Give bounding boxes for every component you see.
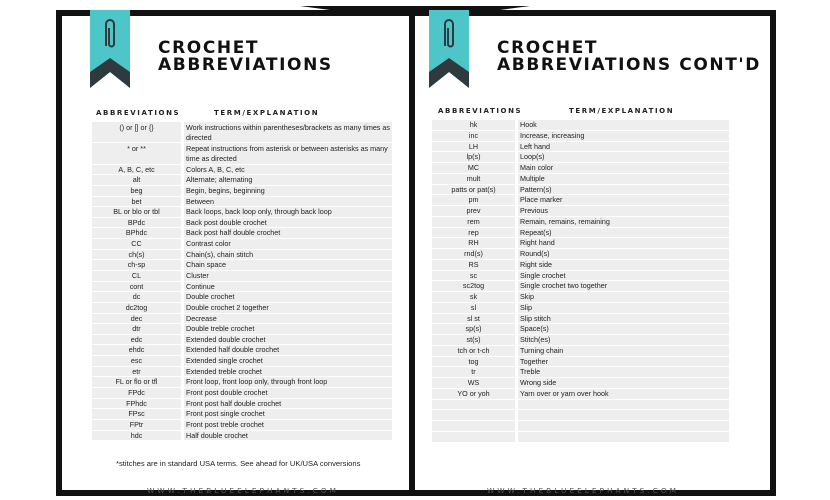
table-row	[432, 142, 729, 153]
table-row	[92, 122, 392, 143]
abbreviation-cell: ch(s)	[92, 250, 181, 261]
term-cell: Together	[518, 357, 729, 368]
table-row	[432, 195, 729, 206]
term-cell: Wrong side	[518, 378, 729, 389]
term-cell: Front loop, front loop only, through front loop	[184, 377, 392, 388]
term-cell: Double crochet	[184, 292, 392, 303]
abbreviation-cell: hk	[432, 120, 515, 131]
table-row	[92, 356, 392, 367]
abbreviation-cell: sp(s)	[432, 324, 515, 335]
table-row	[92, 207, 392, 218]
term-cell: Treble	[518, 367, 729, 378]
abbreviation-cell: BL or blo or tbl	[92, 207, 181, 218]
term-cell: Front post double crochet	[184, 388, 392, 399]
abbreviation-cell: BPdc	[92, 218, 181, 229]
abbreviation-cell: sc	[432, 271, 515, 282]
term-cell: Remain, remains, remaining	[518, 217, 729, 228]
table-row	[92, 260, 392, 271]
table-row	[92, 314, 392, 325]
table-row	[432, 378, 729, 389]
table-row	[432, 228, 729, 239]
term-cell: Back post double crochet	[184, 218, 392, 229]
table-row	[92, 377, 392, 388]
table-row	[92, 165, 392, 176]
term-cell: Left hand	[518, 142, 729, 153]
page-title: CROCHET ABBREVIATIONS	[158, 38, 333, 75]
abbreviation-cell: inc	[432, 131, 515, 142]
abbreviation-cell: tch or t-ch	[432, 346, 515, 357]
abbreviation-cell: bet	[92, 197, 181, 208]
term-cell: Turning chain	[518, 346, 729, 357]
abbreviation-cell: alt	[92, 175, 181, 186]
abbreviation-cell: FPdc	[92, 388, 181, 399]
abbreviations-table	[432, 120, 729, 443]
table-row	[432, 303, 729, 314]
bookmark-ribbon	[429, 10, 469, 90]
abbreviation-cell: A, B, C, etc	[92, 165, 181, 176]
abbreviation-cell: dc	[92, 292, 181, 303]
left-page	[56, 10, 412, 496]
abbreviation-cell: dec	[92, 314, 181, 325]
term-cell: Multiple	[518, 174, 729, 185]
table-row	[432, 271, 729, 282]
table-row	[92, 324, 392, 335]
page-title: CROCHET ABBREVIATIONS CONT'D	[497, 38, 761, 75]
abbreviation-cell: lp(s)	[432, 152, 515, 163]
column-header-term: TERM/EXPLANATION	[569, 107, 675, 115]
table-row	[432, 400, 729, 411]
table-row	[432, 120, 729, 131]
table-row	[92, 303, 392, 314]
abbreviation-cell: YO or yoh	[432, 389, 515, 400]
term-cell: Back post half double crochet	[184, 228, 392, 239]
term-cell: Slip	[518, 303, 729, 314]
abbreviation-cell: mult	[432, 174, 515, 185]
term-cell: Begin, begins, beginning	[184, 186, 392, 197]
abbreviation-cell: hdc	[92, 431, 181, 442]
table-row	[92, 399, 392, 410]
term-cell: Extended treble crochet	[184, 367, 392, 378]
abbreviation-cell: edc	[92, 335, 181, 346]
term-cell	[518, 421, 729, 432]
table-row	[432, 421, 729, 432]
table-row	[432, 163, 729, 174]
term-cell: Work instructions within parentheses/brackets as many times as directed	[186, 122, 390, 142]
abbreviation-cell: beg	[92, 186, 181, 197]
table-row	[432, 206, 729, 217]
abbreviation-cell: BPhdc	[92, 228, 181, 239]
table-row	[92, 250, 392, 261]
abbreviation-cell: () or [] or {}	[92, 122, 181, 143]
abbreviations-table	[92, 122, 392, 441]
term-cell: Right hand	[518, 238, 729, 249]
table-row	[432, 410, 729, 421]
term-cell: Stitch(es)	[518, 335, 729, 346]
term-cell	[518, 432, 729, 443]
term-cell: Repeat(s)	[518, 228, 729, 239]
table-row	[92, 431, 392, 442]
term-cell: Previous	[518, 206, 729, 217]
bookmark-ribbon	[90, 10, 130, 90]
abbreviation-cell: sc2tog	[432, 281, 515, 292]
term-cell	[518, 400, 729, 411]
term-cell: Place marker	[518, 195, 729, 206]
term-cell: Half double crochet	[184, 431, 392, 442]
table-row	[432, 367, 729, 378]
abbreviation-cell: dtr	[92, 324, 181, 335]
table-row	[92, 186, 392, 197]
abbreviation-cell: prev	[432, 206, 515, 217]
term-cell: Single crochet	[518, 271, 729, 282]
abbreviation-cell: MC	[432, 163, 515, 174]
term-cell: Double crochet 2 together	[184, 303, 392, 314]
abbreviation-cell	[432, 400, 515, 411]
term-cell: Slip stitch	[518, 314, 729, 325]
table-row	[432, 389, 729, 400]
term-cell	[518, 410, 729, 421]
abbreviation-cell: rem	[432, 217, 515, 228]
term-cell: Right side	[518, 260, 729, 271]
abbreviation-cell: tr	[432, 367, 515, 378]
abbreviation-cell	[432, 410, 515, 421]
footnote: *stitches are in standard USA terms. See ahead for UK/USA conversions	[116, 459, 361, 468]
term-cell: Extended single crochet	[184, 356, 392, 367]
term-cell: Loop(s)	[518, 152, 729, 163]
abbreviation-cell: dc2tog	[92, 303, 181, 314]
term-cell: Chain space	[184, 260, 392, 271]
abbreviation-cell: RH	[432, 238, 515, 249]
term-cell: Cluster	[184, 271, 392, 282]
term-cell: Round(s)	[518, 249, 729, 260]
table-row	[432, 174, 729, 185]
table-row	[432, 324, 729, 335]
table-row	[432, 292, 729, 303]
table-row	[92, 409, 392, 420]
abbreviation-cell: pm	[432, 195, 515, 206]
term-cell: Extended half double crochet	[184, 345, 392, 356]
abbreviation-cell: ehdc	[92, 345, 181, 356]
table-row	[92, 271, 392, 282]
table-row	[432, 152, 729, 163]
table-row	[92, 388, 392, 399]
table-row	[432, 346, 729, 357]
table-row	[432, 357, 729, 368]
abbreviation-cell: CC	[92, 239, 181, 250]
table-row	[92, 292, 392, 303]
term-cell: Between	[184, 197, 392, 208]
term-cell: Front post half double crochet	[184, 399, 392, 410]
website-footer: WWW.THEBLUEELEPHANTS.COM	[487, 486, 680, 495]
abbreviation-cell: * or **	[92, 143, 181, 164]
term-cell: Front post treble crochet	[184, 420, 392, 431]
table-row	[92, 420, 392, 431]
abbreviation-cell: sk	[432, 292, 515, 303]
term-cell: Colors A, B, C, etc	[184, 165, 392, 176]
table-row	[92, 335, 392, 346]
column-header-abbreviations: ABBREVIATIONS	[96, 109, 181, 117]
table-row	[92, 239, 392, 250]
term-cell: Back loops, back loop only, through back loop	[184, 207, 392, 218]
term-cell: Repeat instructions from asterisk or between asterisks as many time as directed	[184, 143, 392, 164]
abbreviation-cell: sl st	[432, 314, 515, 325]
term-cell: Pattern(s)	[518, 185, 729, 196]
abbreviation-cell: cont	[92, 282, 181, 293]
term-cell: Main color	[518, 163, 729, 174]
term-cell: Chain(s), chain stitch	[184, 250, 392, 261]
table-row	[92, 228, 392, 239]
term-cell: Decrease	[184, 314, 392, 325]
abbreviation-cell: FPtr	[92, 420, 181, 431]
table-row	[92, 218, 392, 229]
abbreviation-cell: WS	[432, 378, 515, 389]
abbreviation-cell: esc	[92, 356, 181, 367]
table-row	[432, 260, 729, 271]
table-row	[92, 367, 392, 378]
table-row	[92, 197, 392, 208]
abbreviation-cell: tog	[432, 357, 515, 368]
term-cell: Single crochet two together	[518, 281, 729, 292]
column-header-term: TERM/EXPLANATION	[214, 109, 320, 117]
abbreviation-cell: FPhdc	[92, 399, 181, 410]
table-row	[92, 282, 392, 293]
term-cell: Extended double crochet	[184, 335, 392, 346]
table-row	[432, 249, 729, 260]
table-row	[432, 432, 729, 443]
abbreviation-cell	[432, 432, 515, 443]
table-row	[432, 217, 729, 228]
term-cell: Skip	[518, 292, 729, 303]
abbreviation-cell: st(s)	[432, 335, 515, 346]
abbreviation-cell: CL	[92, 271, 181, 282]
abbreviation-cell: sl	[432, 303, 515, 314]
right-page	[412, 10, 776, 496]
term-cell: Hook	[518, 120, 729, 131]
term-cell: Yarn over or yarn over hook	[518, 389, 729, 400]
abbreviation-cell: patts or pat(s)	[432, 185, 515, 196]
abbreviation-cell: rnd(s)	[432, 249, 515, 260]
table-row	[432, 281, 729, 292]
term-cell: Contrast color	[184, 239, 392, 250]
table-row	[92, 345, 392, 356]
abbreviation-cell: LH	[432, 142, 515, 153]
table-row	[432, 238, 729, 249]
table-row	[92, 175, 392, 186]
website-footer: WWW.THEBLUEELEPHANTS.COM	[147, 486, 340, 495]
table-row	[432, 314, 729, 325]
abbreviation-cell: rep	[432, 228, 515, 239]
abbreviation-cell: FL or flo or tfl	[92, 377, 181, 388]
term-cell: Continue	[184, 282, 392, 293]
abbreviation-cell: FPsc	[92, 409, 181, 420]
term-cell: Front post single crochet	[184, 409, 392, 420]
column-header-abbreviations: ABBREVIATIONS	[438, 107, 523, 115]
table-row	[432, 335, 729, 346]
abbreviation-cell: ch-sp	[92, 260, 181, 271]
abbreviation-cell: RS	[432, 260, 515, 271]
term-cell: Alternate; alternating	[184, 175, 392, 186]
table-row	[92, 143, 392, 164]
term-cell: Increase, increasing	[518, 131, 729, 142]
abbreviation-cell	[432, 421, 515, 432]
abbreviation-cell: etr	[92, 367, 181, 378]
term-cell: Double treble crochet	[184, 324, 392, 335]
term-cell: Space(s)	[518, 324, 729, 335]
table-row	[432, 185, 729, 196]
table-row	[432, 131, 729, 142]
